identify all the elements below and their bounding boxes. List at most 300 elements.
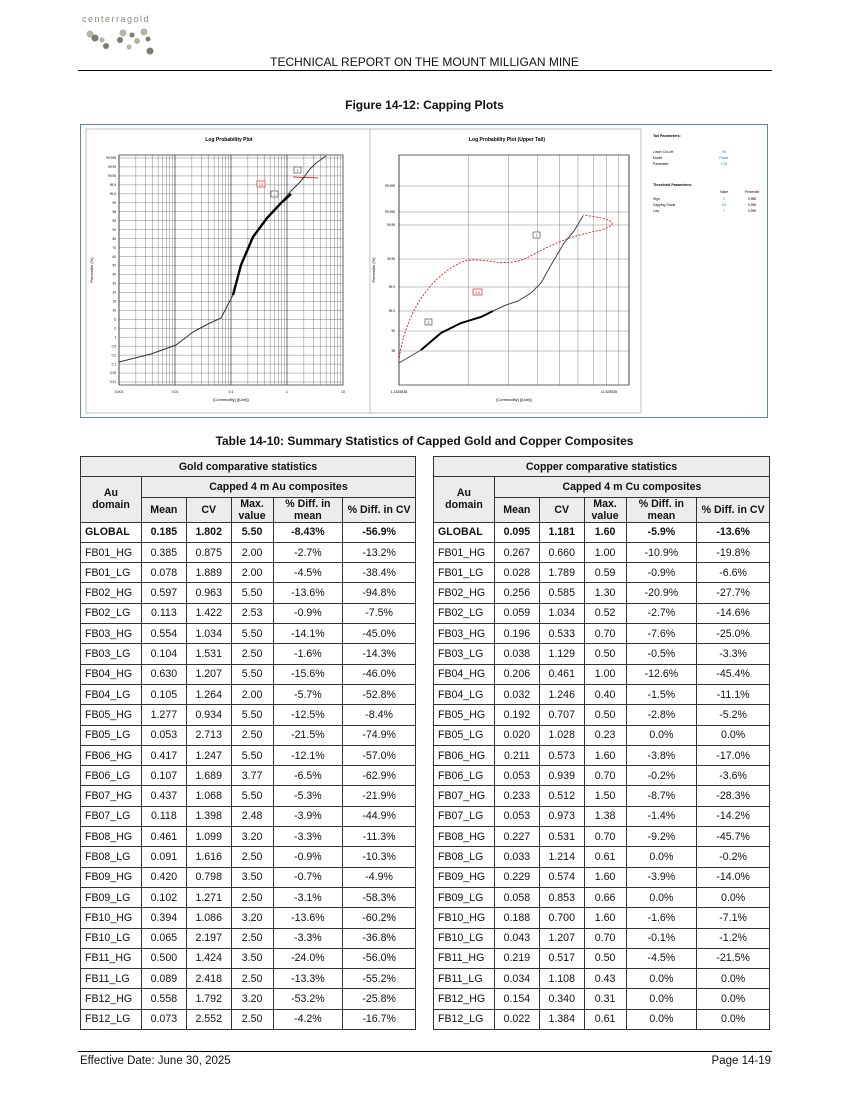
- value-cell: 1.247: [186, 745, 231, 765]
- value-cell: 1.181: [539, 522, 584, 542]
- value-cell: 0.192: [494, 705, 539, 725]
- value-cell: 0.154: [494, 989, 539, 1009]
- tail-params-title: Tail Parameters:: [653, 134, 681, 138]
- value-cell: 0.461: [141, 827, 186, 847]
- value-cell: 0.053: [494, 766, 539, 786]
- value-cell: -24.0%: [273, 948, 343, 968]
- domain-cell: FB07_HG: [434, 786, 495, 806]
- value-cell: -74.9%: [343, 725, 416, 745]
- table-row: [434, 908, 770, 928]
- y-tick-label: 99.995: [106, 156, 116, 161]
- figure-title: Figure 14-12: Capping Plots: [345, 98, 504, 112]
- value-cell: 0.185: [141, 522, 186, 542]
- table-row: [81, 563, 416, 583]
- value-cell: 0.875: [186, 542, 231, 562]
- value-cell: 1.068: [186, 786, 231, 806]
- value-cell: -11.1%: [697, 684, 770, 704]
- value-cell: 0.340: [539, 989, 584, 1009]
- table-row: [434, 887, 770, 907]
- value-cell: 0.0%: [626, 969, 697, 989]
- value-cell: 0.118: [141, 806, 186, 826]
- value-cell: 1.034: [186, 624, 231, 644]
- value-cell: -21.9%: [343, 786, 416, 806]
- domain-cell: FB12_LG: [434, 1009, 495, 1029]
- y-tick-label: 1: [114, 335, 116, 340]
- value-cell: 0.105: [141, 684, 186, 704]
- table-row: [434, 806, 770, 826]
- value-cell: 2.50: [231, 969, 273, 989]
- y-tick-label: 60: [112, 254, 116, 259]
- value-cell: 2.418: [186, 969, 231, 989]
- table-row: [434, 644, 770, 664]
- table-row: [434, 583, 770, 603]
- logo-wordmark: centerragold: [82, 14, 151, 24]
- gold-col-diff-mean: % Diff. in mean: [273, 497, 343, 522]
- value-cell: -0.9%: [273, 603, 343, 623]
- table-row: [81, 542, 416, 562]
- value-cell: -36.8%: [343, 928, 416, 948]
- tail-param-label: Parameter:: [653, 162, 670, 166]
- value-cell: -5.7%: [273, 684, 343, 704]
- value-cell: 0.461: [539, 664, 584, 684]
- value-cell: 1.398: [186, 806, 231, 826]
- domain-cell: FB10_HG: [81, 908, 142, 928]
- value-cell: -10.9%: [626, 542, 697, 562]
- x-tick-label: 0.1: [228, 390, 234, 394]
- table-row: [434, 928, 770, 948]
- value-cell: -53.2%: [273, 989, 343, 1009]
- copper-domain-header: Au domain: [434, 477, 495, 522]
- value-cell: 0.107: [141, 766, 186, 786]
- y-tick-label: 95: [112, 218, 116, 223]
- y-tick-label: 98: [112, 209, 116, 214]
- left-plot-title: Log Probability Plot: [205, 137, 253, 143]
- report-header-title: TECHNICAL REPORT ON THE MOUNT MILLIGAN MINE: [270, 55, 579, 69]
- value-cell: 0.256: [494, 583, 539, 603]
- table-row: [434, 624, 770, 644]
- value-cell: -14.2%: [697, 806, 770, 826]
- value-cell: -5.9%: [626, 522, 697, 542]
- table-row: [434, 948, 770, 968]
- domain-cell: FB06_HG: [434, 745, 495, 765]
- value-cell: 0.065: [141, 928, 186, 948]
- x-tick-label: 0.01: [171, 390, 179, 394]
- value-cell: -3.3%: [273, 827, 343, 847]
- table-row: [81, 867, 416, 887]
- copper-sub-heading: Capped 4 m Cu composites: [494, 477, 769, 497]
- value-cell: 2.50: [231, 725, 273, 745]
- y-tick-label: 99.99: [387, 223, 395, 228]
- table-title: Table 14-10: Summary Statistics of Capped Gold and Copper Composites: [215, 434, 634, 448]
- domain-cell: FB08_LG: [434, 847, 495, 867]
- value-cell: 0.078: [141, 563, 186, 583]
- value-cell: 0.963: [186, 583, 231, 603]
- table-row: [434, 867, 770, 887]
- value-cell: 0.61: [584, 1009, 626, 1029]
- value-cell: -45.7%: [697, 827, 770, 847]
- value-cell: -13.6%: [273, 583, 343, 603]
- value-cell: 0.574: [539, 867, 584, 887]
- value-cell: 0.033: [494, 847, 539, 867]
- domain-cell: FB06_HG: [81, 745, 142, 765]
- value-cell: 5.50: [231, 786, 273, 806]
- value-cell: -7.1%: [697, 908, 770, 928]
- value-cell: 0.70: [584, 928, 626, 948]
- value-cell: 0.0%: [626, 847, 697, 867]
- domain-cell: FB04_LG: [434, 684, 495, 704]
- domain-cell: FB05_HG: [434, 705, 495, 725]
- domain-cell: FB11_LG: [81, 969, 142, 989]
- value-cell: 0.853: [539, 887, 584, 907]
- tail-param-value: 95: [722, 150, 726, 154]
- value-cell: -12.6%: [626, 664, 697, 684]
- right-marker-label: 7: [535, 234, 538, 238]
- domain-cell: FB03_HG: [434, 624, 495, 644]
- table-row: [81, 522, 416, 542]
- value-cell: 1.099: [186, 827, 231, 847]
- value-cell: -4.9%: [343, 867, 416, 887]
- threshold-percentile: 0.999: [747, 209, 757, 213]
- table-row: [81, 806, 416, 826]
- domain-cell: FB02_LG: [434, 603, 495, 623]
- value-cell: 0.022: [494, 1009, 539, 1029]
- value-cell: 1.264: [186, 684, 231, 704]
- y-tick-label: 99.9: [388, 285, 395, 290]
- value-cell: -2.8%: [626, 705, 697, 725]
- value-cell: -1.6%: [273, 644, 343, 664]
- value-cell: 0.233: [494, 786, 539, 806]
- value-cell: 0.417: [141, 745, 186, 765]
- value-cell: 0.034: [494, 969, 539, 989]
- y-tick-label: 99.95: [387, 257, 395, 262]
- value-cell: -21.5%: [273, 725, 343, 745]
- table-row: [434, 766, 770, 786]
- value-cell: 2.50: [231, 1009, 273, 1029]
- table-row: [434, 847, 770, 867]
- value-cell: 0.059: [494, 603, 539, 623]
- value-cell: -12.5%: [273, 705, 343, 725]
- value-cell: -8.7%: [626, 786, 697, 806]
- table-row: [434, 542, 770, 562]
- domain-cell: FB07_LG: [81, 806, 142, 826]
- table-row: [434, 522, 770, 542]
- value-cell: -10.3%: [343, 847, 416, 867]
- value-cell: -0.1%: [626, 928, 697, 948]
- value-cell: 0.0%: [626, 989, 697, 1009]
- value-cell: 0.70: [584, 766, 626, 786]
- value-cell: -14.6%: [697, 603, 770, 623]
- value-cell: 0.437: [141, 786, 186, 806]
- table-row: [81, 644, 416, 664]
- y-tick-label: 2: [114, 326, 116, 331]
- value-cell: -6.6%: [697, 563, 770, 583]
- value-cell: -4.5%: [273, 563, 343, 583]
- value-cell: 0.585: [539, 583, 584, 603]
- value-cell: 2.48: [231, 806, 273, 826]
- y-tick-label: 0.05: [109, 371, 116, 376]
- value-cell: 0.227: [494, 827, 539, 847]
- value-cell: 3.20: [231, 989, 273, 1009]
- y-tick-label: 99: [112, 201, 116, 205]
- value-cell: 0.43: [584, 969, 626, 989]
- copper-table-heading: Copper comparative statistics: [434, 457, 770, 477]
- left-y-axis-label: Percentile (%): [89, 257, 94, 283]
- value-cell: -45.4%: [697, 664, 770, 684]
- domain-cell: GLOBAL: [434, 522, 495, 542]
- value-cell: 0.420: [141, 867, 186, 887]
- value-cell: 1.789: [539, 563, 584, 583]
- value-cell: -15.6%: [273, 664, 343, 684]
- value-cell: 1.028: [539, 725, 584, 745]
- domain-cell: FB01_HG: [81, 542, 142, 562]
- tail-param-value: 0.25: [720, 162, 728, 166]
- y-tick-label: 99.9: [109, 183, 116, 188]
- value-cell: 0.50: [584, 644, 626, 664]
- y-tick-label: 50: [112, 263, 116, 268]
- value-cell: 0.558: [141, 989, 186, 1009]
- y-tick-label: 70: [112, 245, 116, 250]
- value-cell: 1.889: [186, 563, 231, 583]
- value-cell: 0.597: [141, 583, 186, 603]
- table-row: [81, 583, 416, 603]
- y-tick-label: 40: [112, 272, 116, 277]
- value-cell: -3.1%: [273, 887, 343, 907]
- value-cell: -0.9%: [273, 847, 343, 867]
- gold-col-cv: CV: [186, 497, 231, 522]
- value-cell: 0.206: [494, 664, 539, 684]
- value-cell: 0.113: [141, 603, 186, 623]
- value-cell: -3.3%: [697, 644, 770, 664]
- x-tick-label: 10: [341, 390, 345, 394]
- value-cell: 0.573: [539, 745, 584, 765]
- x-tick-label: 11.525538: [600, 390, 618, 394]
- table-row: [81, 908, 416, 928]
- table-row: [81, 1009, 416, 1029]
- value-cell: 0.630: [141, 664, 186, 684]
- domain-cell: FB03_HG: [81, 624, 142, 644]
- value-cell: 0.058: [494, 887, 539, 907]
- value-cell: 0.0%: [626, 725, 697, 745]
- value-cell: -14.1%: [273, 624, 343, 644]
- table-row: [434, 1009, 770, 1029]
- value-cell: 0.038: [494, 644, 539, 664]
- domain-cell: FB10_HG: [434, 908, 495, 928]
- value-cell: -8.43%: [273, 522, 343, 542]
- table-row: [81, 745, 416, 765]
- value-cell: 0.531: [539, 827, 584, 847]
- value-cell: -0.5%: [626, 644, 697, 664]
- value-cell: -11.3%: [343, 827, 416, 847]
- value-cell: 0.219: [494, 948, 539, 968]
- y-tick-label: 99.995: [385, 210, 395, 215]
- domain-cell: FB09_LG: [434, 887, 495, 907]
- y-tick-label: 0.2: [111, 353, 116, 358]
- tail-param-value: Power: [719, 156, 729, 160]
- value-cell: 1.60: [584, 908, 626, 928]
- value-cell: 1.129: [539, 644, 584, 664]
- value-cell: -0.2%: [697, 847, 770, 867]
- right-plot-title: Log Probability Plot (Upper Tail): [468, 137, 546, 143]
- value-cell: 1.531: [186, 644, 231, 664]
- left-marker-label: 7: [296, 169, 299, 173]
- table-row: [434, 786, 770, 806]
- value-cell: 0.934: [186, 705, 231, 725]
- value-cell: -16.7%: [343, 1009, 416, 1029]
- value-cell: -14.3%: [343, 644, 416, 664]
- value-cell: -25.0%: [697, 624, 770, 644]
- value-cell: 1.60: [584, 745, 626, 765]
- domain-cell: FB06_LG: [81, 766, 142, 786]
- value-cell: 0.196: [494, 624, 539, 644]
- domain-cell: FB03_LG: [81, 644, 142, 664]
- gold-col-max: Max. value: [231, 497, 273, 522]
- value-cell: 1.277: [141, 705, 186, 725]
- y-tick-label: 5: [114, 317, 116, 322]
- footer-divider: [78, 1051, 772, 1052]
- table-row: [434, 705, 770, 725]
- y-tick-label: 99.95: [108, 174, 116, 179]
- copper-col-mean: Mean: [494, 497, 539, 522]
- value-cell: 0.0%: [697, 989, 770, 1009]
- copper-col-cv: CV: [539, 497, 584, 522]
- value-cell: 1.60: [584, 522, 626, 542]
- capping-plots-svg: [81, 125, 767, 417]
- table-row: [81, 969, 416, 989]
- value-cell: 1.792: [186, 989, 231, 1009]
- copper-col-max: Max. value: [584, 497, 626, 522]
- value-cell: 0.091: [141, 847, 186, 867]
- value-cell: -57.0%: [343, 745, 416, 765]
- value-cell: 1.689: [186, 766, 231, 786]
- table-row: [81, 786, 416, 806]
- value-cell: -14.0%: [697, 867, 770, 887]
- value-cell: -5.2%: [697, 705, 770, 725]
- table-row: [81, 603, 416, 623]
- domain-cell: FB11_HG: [81, 948, 142, 968]
- value-cell: 1.034: [539, 603, 584, 623]
- value-cell: 3.20: [231, 908, 273, 928]
- value-cell: 0.517: [539, 948, 584, 968]
- y-tick-label: 0.5: [111, 344, 116, 349]
- value-cell: 1.271: [186, 887, 231, 907]
- value-cell: -8.4%: [343, 705, 416, 725]
- domain-cell: FB02_LG: [81, 603, 142, 623]
- threshold-percentile: 0.986: [747, 197, 757, 201]
- table-row: [434, 989, 770, 1009]
- value-cell: 1.207: [186, 664, 231, 684]
- value-cell: 0.973: [539, 806, 584, 826]
- gold-table-heading: Gold comparative statistics: [81, 457, 416, 477]
- domain-cell: FB08_HG: [434, 827, 495, 847]
- value-cell: 0.50: [584, 705, 626, 725]
- domain-cell: FB07_LG: [434, 806, 495, 826]
- left-marker-label: 3.5: [258, 183, 264, 187]
- value-cell: 5.50: [231, 664, 273, 684]
- value-cell: 1.424: [186, 948, 231, 968]
- value-cell: -20.9%: [626, 583, 697, 603]
- value-cell: 2.50: [231, 644, 273, 664]
- domain-cell: FB11_LG: [434, 969, 495, 989]
- value-cell: 0.032: [494, 684, 539, 704]
- table-row: [434, 664, 770, 684]
- y-tick-label: 80: [112, 236, 116, 241]
- value-cell: 3.50: [231, 867, 273, 887]
- table-row: [434, 725, 770, 745]
- value-cell: -58.3%: [343, 887, 416, 907]
- domain-cell: FB07_HG: [81, 786, 142, 806]
- value-cell: 5.50: [231, 583, 273, 603]
- value-cell: -55.2%: [343, 969, 416, 989]
- header-divider: [78, 70, 772, 71]
- value-cell: 0.089: [141, 969, 186, 989]
- value-cell: -9.2%: [626, 827, 697, 847]
- value-cell: 2.713: [186, 725, 231, 745]
- value-cell: -1.6%: [626, 908, 697, 928]
- value-cell: 1.384: [539, 1009, 584, 1029]
- domain-cell: FB01_LG: [81, 563, 142, 583]
- domain-cell: FB04_HG: [434, 664, 495, 684]
- value-cell: 0.394: [141, 908, 186, 928]
- table-row: [81, 948, 416, 968]
- value-cell: -1.4%: [626, 806, 697, 826]
- y-tick-label: 0.01: [109, 380, 116, 385]
- value-cell: -56.9%: [343, 522, 416, 542]
- value-cell: 0.043: [494, 928, 539, 948]
- value-cell: -6.5%: [273, 766, 343, 786]
- value-cell: 0.660: [539, 542, 584, 562]
- copper-stats-table: [433, 456, 770, 1030]
- value-cell: 5.50: [231, 705, 273, 725]
- domain-cell: FB09_HG: [434, 867, 495, 887]
- threshold-params-title: Threshold Parameters:: [653, 183, 693, 187]
- value-cell: 0.267: [494, 542, 539, 562]
- domain-cell: FB08_LG: [81, 847, 142, 867]
- table-row: [434, 745, 770, 765]
- value-cell: 0.66: [584, 887, 626, 907]
- value-cell: -7.6%: [626, 624, 697, 644]
- value-cell: -2.7%: [626, 603, 697, 623]
- value-cell: 1.246: [539, 684, 584, 704]
- copper-col-diff-cv: % Diff. in CV: [697, 497, 770, 522]
- value-cell: 1.214: [539, 847, 584, 867]
- value-cell: 0.0%: [626, 1009, 697, 1029]
- value-cell: -1.2%: [697, 928, 770, 948]
- threshold-value: 7: [723, 209, 725, 213]
- value-cell: 2.00: [231, 542, 273, 562]
- value-cell: 0.40: [584, 684, 626, 704]
- y-tick-label: 99.99: [108, 165, 116, 170]
- value-cell: 3.77: [231, 766, 273, 786]
- domain-cell: FB12_LG: [81, 1009, 142, 1029]
- threshold-label: High: [653, 197, 660, 201]
- value-cell: 0.0%: [626, 887, 697, 907]
- value-cell: -46.0%: [343, 664, 416, 684]
- value-cell: 1.207: [539, 928, 584, 948]
- threshold-percentile: 0.996: [747, 203, 757, 207]
- x-tick-label: 1: [286, 390, 288, 394]
- table-row: [81, 989, 416, 1009]
- value-cell: 0.020: [494, 725, 539, 745]
- domain-cell: FB02_HG: [434, 583, 495, 603]
- effective-date: Effective Date: June 30, 2025: [80, 1055, 231, 1067]
- value-cell: 1.422: [186, 603, 231, 623]
- value-cell: -0.9%: [626, 563, 697, 583]
- table-row: [81, 725, 416, 745]
- value-cell: -94.8%: [343, 583, 416, 603]
- table-row: [434, 827, 770, 847]
- value-cell: 0.385: [141, 542, 186, 562]
- value-cell: 0.70: [584, 624, 626, 644]
